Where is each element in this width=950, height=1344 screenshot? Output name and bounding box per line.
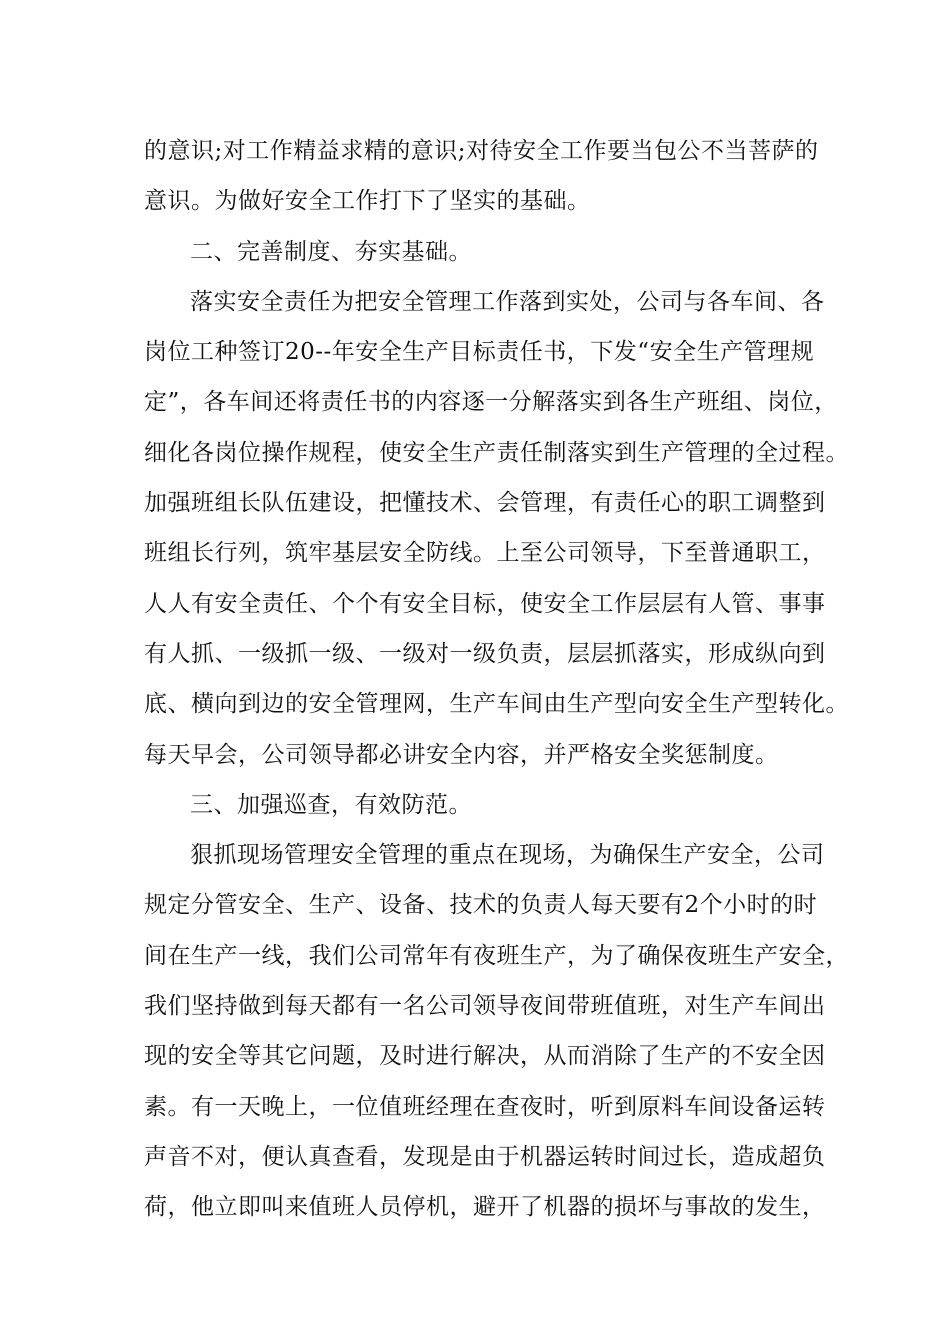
paragraph-first-line: 落实安全责任为把安全管理工作落到实处，公司与各车间、各 xyxy=(190,288,825,315)
text-line: 规定分管安全、生产、设备、技术的负责人每天要有2个小时的时 xyxy=(144,892,818,919)
text-line: 声音不对，便认真查看，发现是由于机器运转时间过长，造成超负 xyxy=(144,1143,826,1170)
text-line: 岗位工种签订20--年安全生产目标责任书，下发“安全生产管理规 xyxy=(144,339,815,366)
text-line: 荷，他立即叫来值班人员停机，避开了机器的损坏与事故的发生， xyxy=(144,1194,826,1221)
text-line: 人人有安全责任、个个有安全目标，使安全工作层层有人管、事事 xyxy=(144,590,826,617)
paragraph-first-line: 狠抓现场管理安全管理的重点在现场，为确保生产安全，公司 xyxy=(190,842,825,869)
text-line: 每天早会，公司领导都必讲安全内容，并严格安全奖惩制度。 xyxy=(144,741,779,768)
section-heading: 二、完善制度、夯实基础。 xyxy=(190,238,472,265)
text-line: 班组长行列，筑牢基层安全防线。上至公司领导，下至普通职工， xyxy=(144,540,826,567)
text-line: 的意识;对工作精益求精的意识;对待安全工作要当包公不当菩萨的 xyxy=(144,138,819,164)
text-line: 素。有一天晚上，一位值班经理在查夜时，听到原料车间设备运转 xyxy=(144,1093,826,1120)
text-line: 意识。为做好安全工作打下了坚实的基础。 xyxy=(144,188,591,215)
text-line: 细化各岗位操作规程，使安全生产责任制落实到生产管理的全过程。 xyxy=(144,439,849,466)
text-line: 有人抓、一级抓一级、一级对一级负责，层层抓落实，形成纵向到 xyxy=(144,640,826,667)
text-line: 我们坚持做到每天都有一名公司领导夜间带班值班，对生产车间出 xyxy=(144,993,826,1020)
text-line: 加强班组长队伍建设，把懂技术、会管理，有责任心的职工调整到 xyxy=(144,490,826,517)
section-heading: 三、加强巡查，有效防范。 xyxy=(190,791,472,818)
text-line: 底、横向到边的安全管理网，生产车间由生产型向安全生产型转化。 xyxy=(144,691,849,718)
body-text xyxy=(144,126,849,1233)
text-line: 间在生产一线，我们公司常年有夜班生产，为了确保夜班生产安全， xyxy=(144,942,849,969)
text-line: 定”，各车间还将责任书的内容逐一分解落实到各生产班组、岗位， xyxy=(144,389,838,416)
text-line: 现的安全等其它问题，及时进行解决，从而消除了生产的不安全因 xyxy=(144,1043,826,1070)
